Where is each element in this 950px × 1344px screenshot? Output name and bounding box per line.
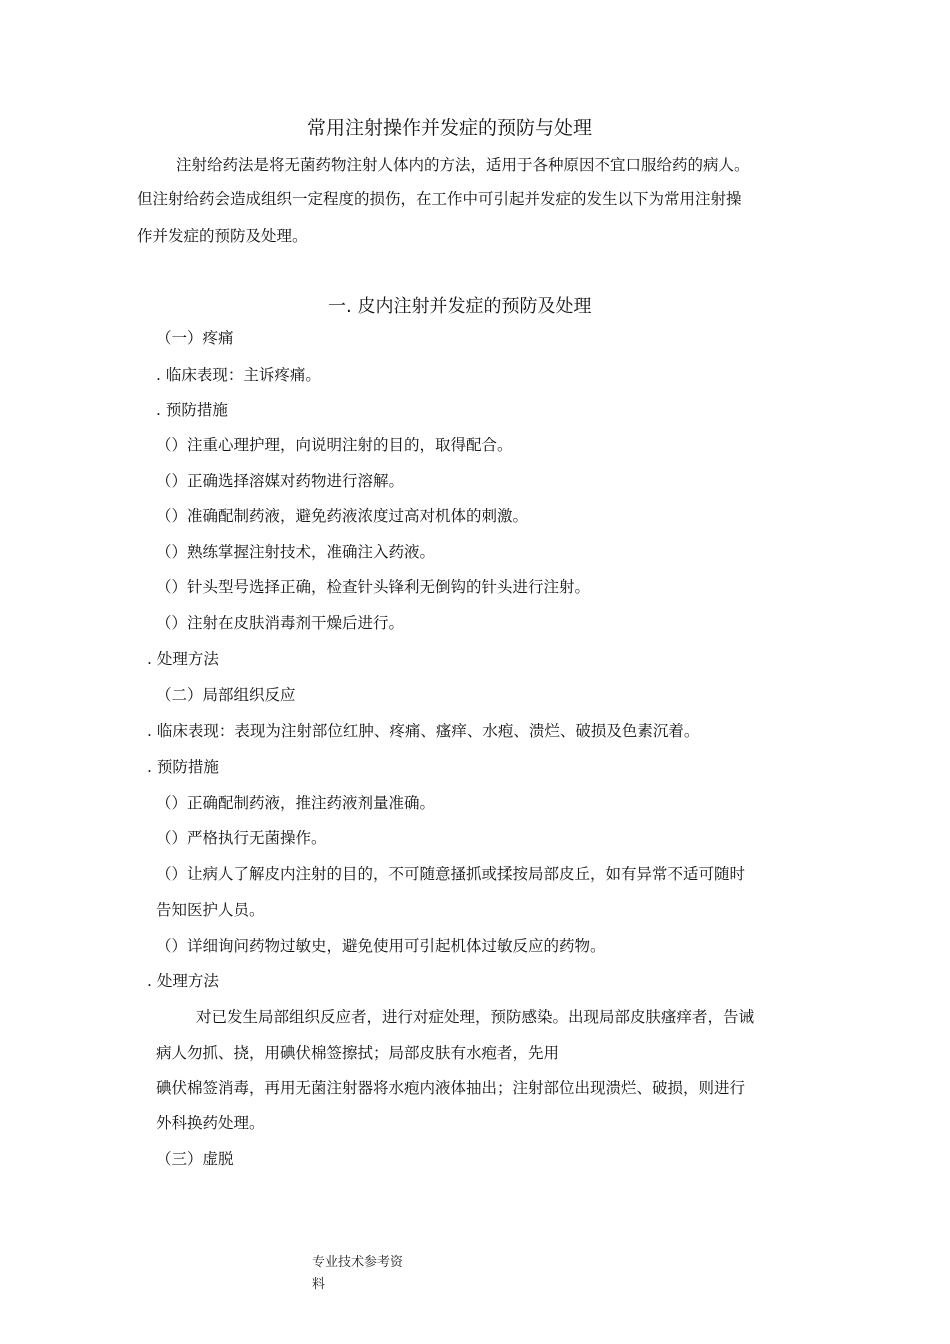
subsection-heading: （一）疼痛	[156, 329, 234, 347]
page-title: 常用注射操作并发症的预防与处理	[307, 117, 593, 139]
page-footer	[312, 1252, 403, 1296]
footer-line-1: 专业技术参考资	[312, 1255, 404, 1270]
list-item: （）熟练掌握注射技术，准确注入药液。	[156, 543, 436, 561]
paragraph-line: . 处理方法	[147, 972, 219, 990]
section-heading: 一. 皮内注射并发症的预防及处理	[328, 296, 592, 317]
list-item: （）正确选择溶媒对药物进行溶解。	[156, 472, 405, 490]
paragraph-line: . 预防措施	[147, 758, 219, 776]
paragraph-line: . 临床表现：表现为注射部位红肿、疼痛、瘙痒、水疱、溃烂、破损及色素沉着。	[147, 722, 700, 740]
subsection-heading: （二）局部组织反应	[156, 686, 296, 704]
list-item: （）正确配制药液，推注药液剂量准确。	[156, 794, 436, 812]
subsection-heading: （三）虚脱	[156, 1150, 234, 1168]
list-item: （）注重心理护理，向说明注射的目的，取得配合。	[156, 436, 513, 454]
intro-line-2: 但注射给药会造成组织一定程度的损伤，在工作中可引起并发症的发生以下为常用注射操	[137, 190, 742, 208]
list-item: （）针头型号选择正确，检查针头锋利无倒钩的针头进行注射。	[156, 578, 591, 596]
list-item: （）详细询问药物过敏史，避免使用可引起机体过敏反应的药物。	[156, 937, 606, 955]
list-item: （）注射在皮肤消毒剂干燥后进行。	[156, 614, 405, 632]
list-item: （）严格执行无菌操作。	[156, 829, 327, 847]
paragraph-line: 病人勿抓、挠，用碘伏棉签擦拭；局部皮肤有水疱者，先用	[156, 1044, 560, 1062]
paragraph-line: 外科换药处理。	[156, 1114, 265, 1132]
intro-line-1: 注射给药法是将无菌药物注射人体内的方法，适用于各种原因不宜口服给药的病人。	[176, 156, 750, 174]
paragraph-line: . 临床表现：主诉疼痛。	[156, 366, 321, 384]
paragraph-line: . 处理方法	[147, 650, 219, 668]
list-item-continuation: 告知医护人员。	[156, 901, 265, 919]
intro-line-3: 作并发症的预防及处理。	[137, 227, 308, 245]
paragraph-line: . 预防措施	[156, 401, 228, 419]
list-item: （）让病人了解皮内注射的目的，不可随意搔抓或揉按局部皮丘，如有异常不适可随时	[156, 865, 746, 883]
paragraph-line: 碘伏棉签消毒，再用无菌注射器将水疱内液体抽出；注射部位出现溃烂、破损，则进行	[156, 1079, 746, 1097]
paragraph-line: 对已发生局部组织反应者，进行对症处理，预防感染。出现局部皮肤瘙痒者，告诫	[196, 1008, 755, 1026]
footer-line-2: 料	[312, 1277, 326, 1292]
list-item: （）准确配制药液，避免药液浓度过高对机体的刺激。	[156, 507, 529, 525]
